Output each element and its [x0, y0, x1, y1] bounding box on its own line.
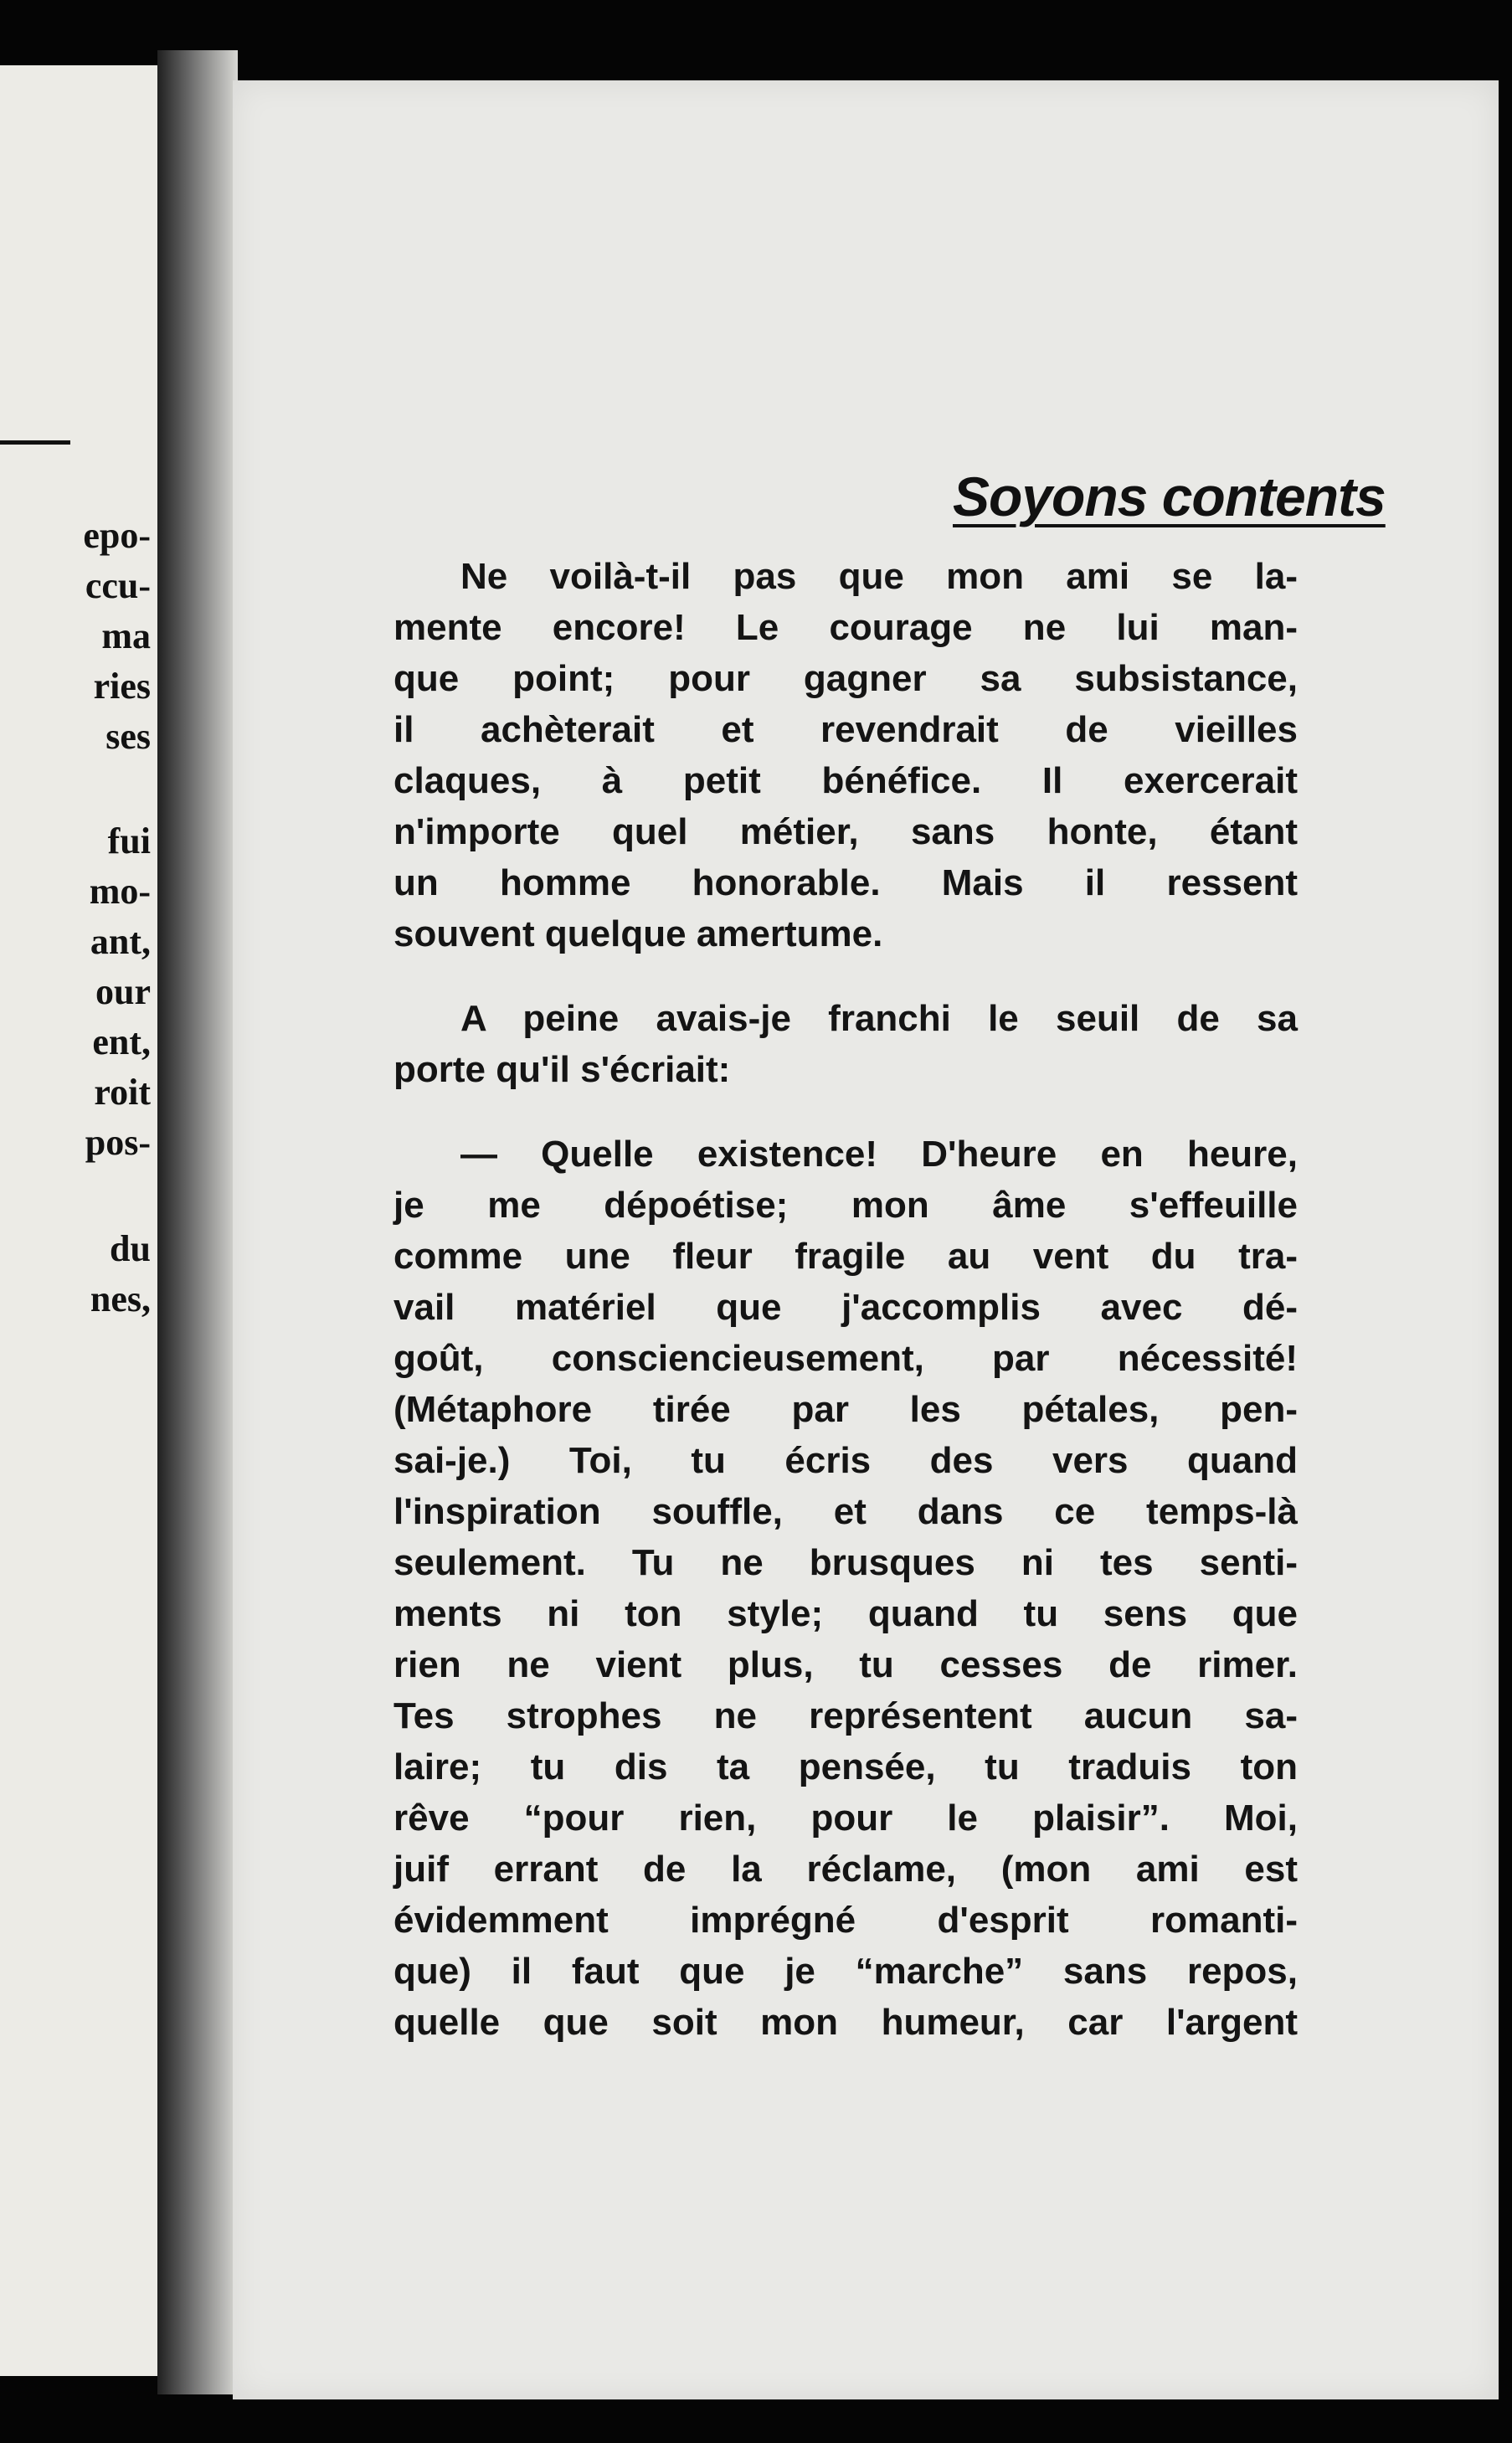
gutter-shadow — [157, 50, 238, 2394]
left-page-fragment: ses — [105, 716, 151, 757]
text-line: laire; tu dis ta pensée, tu traduis ton — [393, 1746, 1298, 1787]
text-line: claques, à petit bénéfice. Il exercerait — [393, 760, 1298, 801]
text-line: (Métaphore tirée par les pétales, pen- — [393, 1389, 1298, 1430]
text-line: A peine avais-je franchi le seuil de sa — [460, 998, 1298, 1039]
right-edge — [1499, 0, 1512, 2443]
text-line: juif errant de la réclame, (mon ami est — [393, 1849, 1298, 1890]
left-page-rule — [0, 440, 70, 445]
text-line: il achèterait et revendrait de vieilles — [393, 709, 1298, 750]
text-line: un homme honorable. Mais il ressent — [393, 862, 1298, 903]
text-line: que) il faut que je “marche” sans repos, — [393, 1951, 1298, 1992]
left-page-fragment: ent, — [92, 1021, 151, 1062]
text-line: n'importe quel métier, sans honte, étant — [393, 811, 1298, 852]
text-line: Tes strophes ne représentent aucun sa- — [393, 1695, 1298, 1736]
text-line: mente encore! Le courage ne lui man- — [393, 607, 1298, 648]
text-line: porte qu'il s'écriait: — [393, 1049, 731, 1090]
left-page-fragment: du — [110, 1228, 151, 1269]
paragraph-1 — [393, 551, 1298, 959]
text-line: ments ni ton style; quand tu sens que — [393, 1593, 1298, 1634]
left-page-fragment: epo- — [83, 515, 151, 556]
left-page-fragment: fui — [107, 820, 151, 861]
text-line: — Quelle existence! D'heure en heure, — [460, 1134, 1298, 1175]
text-line: sai-je.) Toi, tu écris des vers quand — [393, 1440, 1298, 1481]
left-page-fragment: nes, — [90, 1278, 151, 1319]
left-page-fragment: ries — [93, 666, 151, 707]
body-text — [393, 551, 1298, 2081]
text-line: comme une fleur fragile au vent du tra- — [393, 1236, 1298, 1277]
text-line: je me dépoétise; mon âme s'effeuille — [393, 1185, 1298, 1226]
left-page — [0, 65, 161, 2376]
text-line: vail matériel que j'accomplis avec dé- — [393, 1287, 1298, 1328]
text-line: seulement. Tu ne brusques ni tes senti- — [393, 1542, 1298, 1583]
text-line: l'inspiration souffle, et dans ce temps-là — [393, 1491, 1298, 1532]
left-page-fragment: mo- — [89, 871, 151, 912]
left-page-fragment: ma — [101, 615, 151, 656]
left-page-fragment: ant, — [90, 921, 151, 962]
text-line: que point; pour gagner sa subsistance, — [393, 658, 1298, 699]
left-page-fragment: our — [95, 971, 151, 1012]
text-line: rêve “pour rien, pour le plaisir”. Moi, — [393, 1798, 1298, 1839]
left-page-fragment: pos- — [85, 1122, 151, 1163]
left-page-fragment: roit — [94, 1072, 151, 1113]
text-line: souvent quelque amertume. — [393, 913, 883, 954]
left-page-fragment: ccu- — [85, 565, 151, 606]
text-line: rien ne vient plus, tu cesses de rimer. — [393, 1644, 1298, 1685]
text-line: Ne voilà-t-il pas que mon ami se la- — [460, 556, 1298, 597]
text-line: quelle que soit mon humeur, car l'argent — [393, 2002, 1298, 2043]
page-title: Soyons contents — [953, 465, 1386, 527]
text-line: goût, consciencieusement, par nécessité! — [393, 1338, 1298, 1379]
text-line: évidemment imprégné d'esprit romanti- — [393, 1900, 1298, 1941]
paragraph-2 — [393, 993, 1298, 1095]
paragraph-3 — [393, 1129, 1298, 2048]
